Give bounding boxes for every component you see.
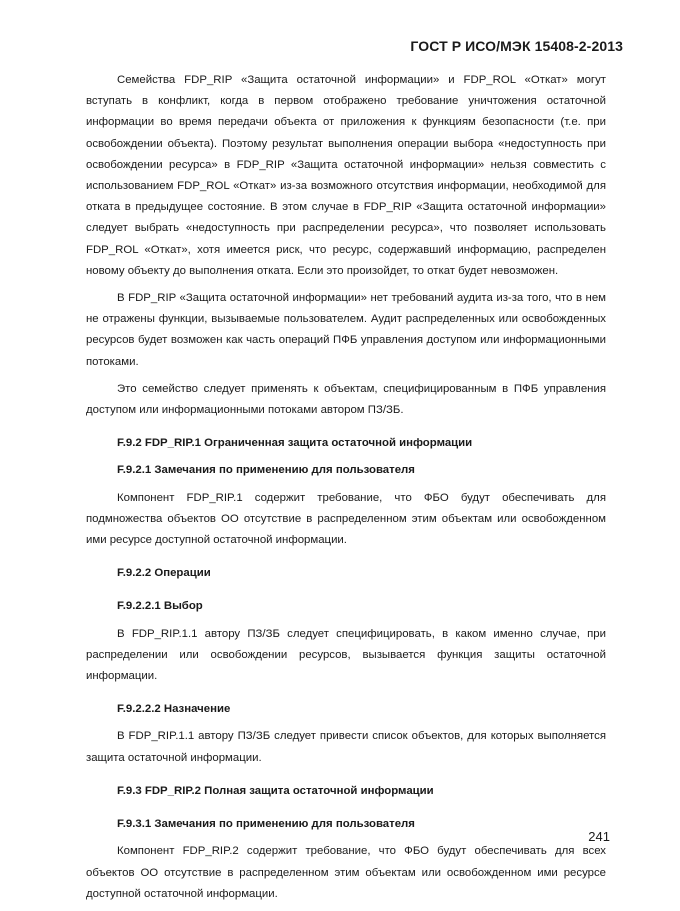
paragraph-rip-rol-conflict: Семейства FDP_RIP «Защита остаточной информации» и FDP_ROL «Откат» могут вступать в конфликт, когда в первом отображено требование уничтожения остаточной информации во время передачи объекта от приложения к функциям безопасности (т.е. при освобождении объекта). Поэтому результат выполнения операции выбора «недоступность при освобождении ресурса» в FDP_RIP «Защита остаточной информации» нельзя совместить с использованием FDP_ROL «Откат» из-за возможного отсутствия информации, необходимой для отката в предыдущее состояние. В этом случае в FDP_RIP «Защита остаточной информации» следует выбрать «недоступность при распределении ресурса», что позволяет использовать FDP_ROL «Откат», хотя имеется риск, что ресурс, содержавший информацию, распределен новому объекту до выполнения отката. Если это произойдет, то откат будет невозможен.	[86, 74, 606, 277]
heading-f921: F.9.2.1 Замечания по применению для пользователя	[117, 464, 415, 477]
heading-f9221: F.9.2.2.1 Выбор	[117, 600, 203, 613]
paragraph-rip-audit: В FDP_RIP «Защита остаточной информации» нет требований аудита из-за того, что в нем не отражены функции, вызываемые пользователем. Аудит распределенных или освобожденных ресурсов будет возможен как часть операций ПФБ управления доступом или информационными потоками.	[86, 292, 606, 368]
standard-header: ГОСТ Р ИСО/МЭК 15408-2-2013	[410, 38, 623, 54]
paragraph-rip2-component: Компонент FDP_RIP.2 содержит требование, что ФБО будут обеспечивать для всех объектов ОО отсутствие в распределенном этим объектам или освобожденном ими ресурсе доступной остаточной информации.	[86, 845, 606, 900]
paragraph-rip-scope: Это семейство следует применять к объектам, специфицированным в ПФБ управления доступом или информационными потоками автором ПЗ/ЗБ.	[86, 382, 606, 417]
paragraph-rip1-assignment: В FDP_RIP.1.1 автору ПЗ/ЗБ следует привести список объектов, для которых выполняется защита остаточной информации.	[86, 730, 606, 764]
paragraph-rip1-selection: В FDP_RIP.1.1 автору ПЗ/ЗБ следует специфицировать, в каком именно случае, при распределении или освобождении ресурсов, вызывается функция защиты остаточной информации.	[86, 627, 606, 683]
page-number: 241	[588, 829, 610, 844]
heading-f931: F.9.3.1 Замечания по применению для пользователя	[117, 818, 415, 831]
heading-f93: F.9.3 FDP_RIP.2 Полная защита остаточной информации	[117, 784, 434, 797]
paragraph-rip1-component: Компонент FDP_RIP.1 содержит требование, что ФБО будут обеспечивать для подмножества объектов ОО отсутствие в распределенном этим объектам или освобожденном ими ресурсе доступной остаточной информации.	[86, 491, 606, 547]
heading-f9222: F.9.2.2.2 Назначение	[117, 703, 231, 716]
document-body	[86, 70, 606, 911]
heading-f922: F.9.2.2 Операции	[117, 567, 211, 580]
heading-f92: F.9.2 FDP_RIP.1 Ограниченная защита остаточной информации	[117, 437, 473, 450]
